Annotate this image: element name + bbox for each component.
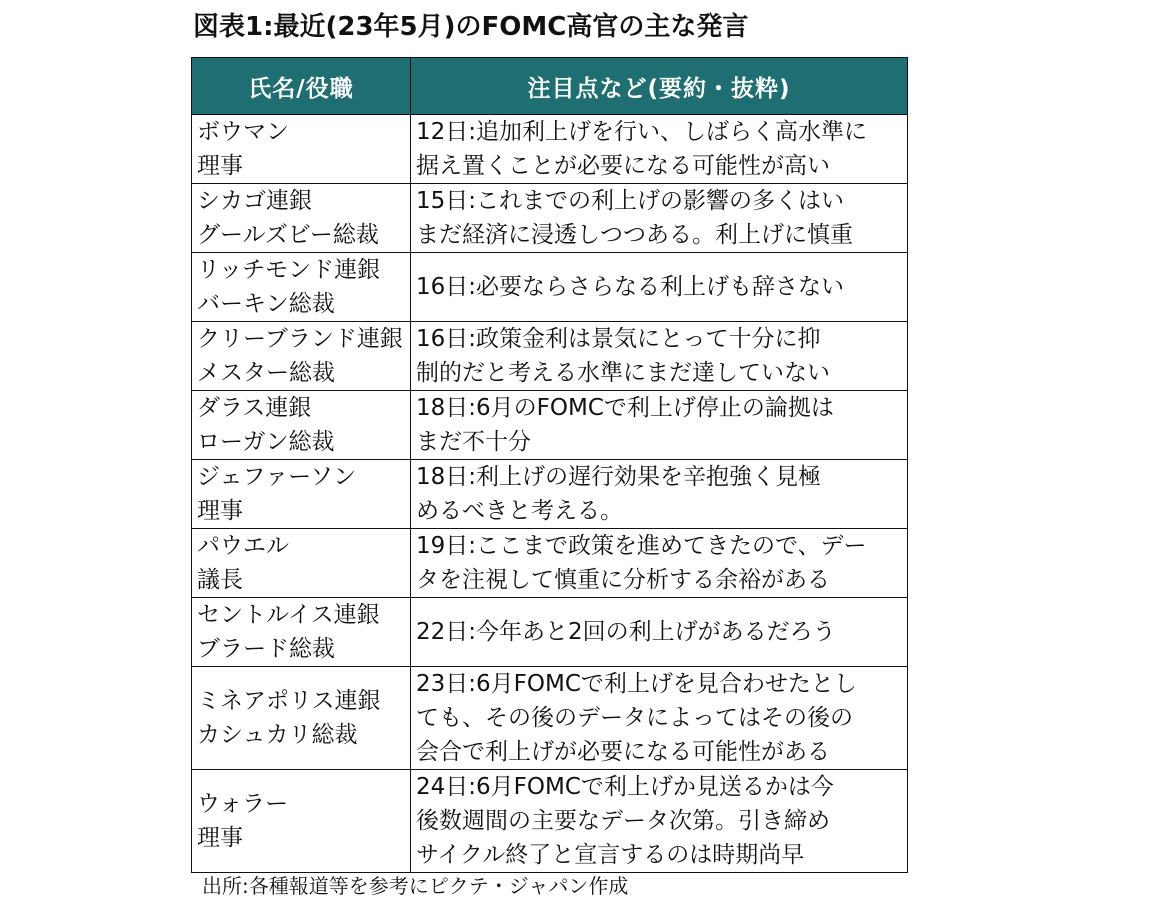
source-note: 出所:各種報道等を参考にピクテ・ジャパン作成 xyxy=(202,874,629,898)
official-cell xyxy=(192,322,411,391)
statement-line: 24日:6月FOMCで利上げか見送るかは今 xyxy=(416,774,834,800)
header-name-role: 氏名/役職 xyxy=(192,58,411,115)
official-name-line: メスター総裁 xyxy=(197,360,335,386)
statement-cell xyxy=(411,770,908,873)
table-row xyxy=(192,598,908,667)
table-header-row xyxy=(192,58,908,115)
statement-line: 16日:政策金利は景気にとって十分に抑 xyxy=(416,326,821,352)
official-cell xyxy=(192,598,411,667)
official-name-line: ブラード総裁 xyxy=(197,636,335,662)
official-name-line: 理事 xyxy=(197,153,243,179)
table-row xyxy=(192,460,908,529)
statement-cell xyxy=(411,391,908,460)
official-cell xyxy=(192,184,411,253)
official-cell xyxy=(192,460,411,529)
statement-cell xyxy=(411,115,908,184)
statement-line: サイクル終了と宣言するのは時期尚早 xyxy=(416,842,805,868)
official-name-line: ウォラー xyxy=(197,791,289,817)
statement-line: 12日:追加利上げを行い、しばらく高水準に xyxy=(416,119,868,145)
official-cell xyxy=(192,529,411,598)
official-name-line: ジェファーソン xyxy=(197,464,357,490)
header-notes: 注目点など(要約・抜粋) xyxy=(411,58,908,115)
official-name-line: カシュカリ総裁 xyxy=(197,722,358,748)
official-cell xyxy=(192,115,411,184)
statement-line: めるべきと考える。 xyxy=(416,498,623,524)
statement-line: 18日:利上げの遅行効果を辛抱強く見極 xyxy=(416,464,822,490)
official-name-line: パウエル xyxy=(197,533,289,559)
statement-cell xyxy=(411,667,908,770)
table-row xyxy=(192,667,908,770)
table-row xyxy=(192,322,908,391)
statement-line: タを注視して慎重に分析する余裕がある xyxy=(416,567,830,593)
official-name-line: リッチモンド連銀 xyxy=(197,257,381,283)
statement-line: 制的だと考える水準にまだ達していない xyxy=(416,360,830,386)
official-name-line: セントルイス連銀 xyxy=(197,602,380,628)
official-name-line: シカゴ連銀 xyxy=(197,188,312,214)
table-row xyxy=(192,770,908,873)
official-name-line: バーキン総裁 xyxy=(197,291,335,317)
official-name-line: 理事 xyxy=(197,498,243,524)
fomc-statements-table xyxy=(191,57,908,873)
official-name-line: ローガン総裁 xyxy=(197,429,335,455)
statement-line: 会合で利上げが必要になる可能性がある xyxy=(416,739,830,765)
statement-cell xyxy=(411,598,908,667)
page-title: 図表1:最近(23年5月)のFOMC高官の主な発言 xyxy=(193,12,749,42)
official-cell xyxy=(192,391,411,460)
official-cell xyxy=(192,667,411,770)
official-name-line: 理事 xyxy=(197,825,243,851)
official-name-line: ダラス連銀 xyxy=(197,395,312,421)
statement-line: 15日:これまでの利上げの影響の多くはい xyxy=(416,188,845,214)
statement-cell xyxy=(411,184,908,253)
statement-line: 16日:必要ならさらなる利上げも辞さない xyxy=(416,274,845,300)
official-name-line: グールズビー総裁 xyxy=(197,222,379,248)
table-row xyxy=(192,391,908,460)
statement-line: まだ不十分 xyxy=(416,429,531,455)
statement-line: 22日:今年あと2回の利上げがあるだろう xyxy=(416,619,836,645)
table-row xyxy=(192,115,908,184)
official-cell xyxy=(192,253,411,322)
official-cell xyxy=(192,770,411,873)
table-row xyxy=(192,529,908,598)
table-row xyxy=(192,253,908,322)
statement-cell xyxy=(411,529,908,598)
official-name-line: クリーブランド連銀 xyxy=(197,326,403,352)
statement-line: 19日:ここまで政策を進めてきたので、デー xyxy=(416,533,867,559)
statement-cell xyxy=(411,460,908,529)
official-name-line: ボウマン xyxy=(197,119,289,145)
table-row xyxy=(192,184,908,253)
official-name-line: ミネアポリス連銀 xyxy=(197,688,381,714)
statement-line: 後数週間の主要なデータ次第。引き締め xyxy=(416,808,830,834)
statement-line: 23日:6月FOMCで利上げを見合わせたとし xyxy=(416,671,857,697)
statement-cell xyxy=(411,253,908,322)
official-name-line: 議長 xyxy=(197,567,243,593)
statement-cell xyxy=(411,322,908,391)
statement-line: まだ経済に浸透しつつある。利上げに慎重 xyxy=(416,222,853,248)
statement-line: 据え置くことが必要になる可能性が高い xyxy=(416,153,830,179)
statement-line: 18日:6月のFOMCで利上げ停止の論拠は xyxy=(416,395,834,421)
statement-line: ても、その後のデータによってはその後の xyxy=(416,705,853,731)
